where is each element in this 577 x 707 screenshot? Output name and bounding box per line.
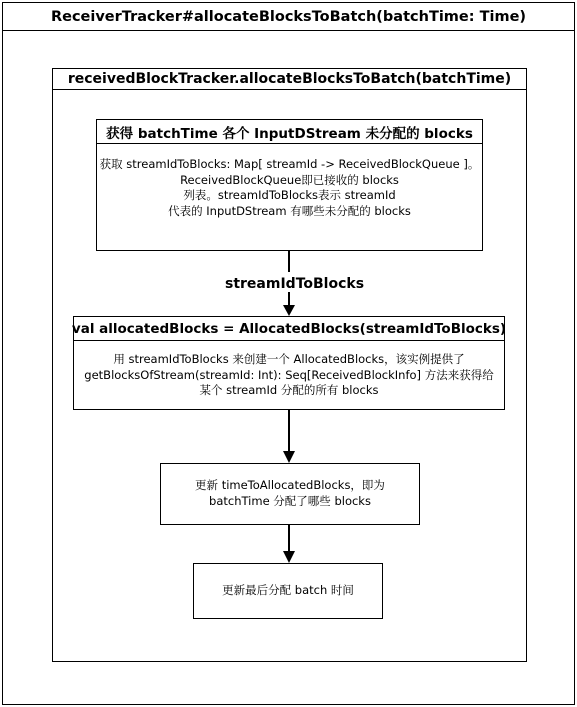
step4-description [194, 583, 382, 599]
step2-line: 用 streamIdToBlocks 来创建一个 AllocatedBlocks，该实例提供了 [113, 352, 465, 366]
step2-title-bar [71, 317, 507, 341]
step1-title-bar [97, 120, 482, 144]
step3-line: 更新 timeToAllocatedBlocks，即为 [195, 478, 385, 492]
edge-label-stream-id-to-blocks: streamIdToBlocks [225, 276, 365, 292]
step1-description [97, 157, 482, 219]
step3-box [160, 463, 420, 525]
outer-title-bar [3, 3, 574, 31]
step1-line: 获取 streamIdToBlocks: Map[ streamId -> ReceivedBlockQueue ]。 [99, 157, 480, 171]
step3-description [161, 478, 419, 509]
step1-line: 代表的 InputDStream 有哪些未分配的 blocks [168, 203, 411, 218]
step1-title: 获得 batchTime 各个 InputDStream 未分配的 blocks [106, 125, 473, 142]
step2-line: getBlocksOfStream(streamId: Int): Seq[ReceivedBlockInfo] 方法来获得给 [84, 367, 494, 382]
step1-line: ReceivedBlockQueue即已接收的 blocks [180, 172, 399, 187]
step4-line: 更新最后分配 batch 时间 [222, 583, 354, 597]
step2-description [74, 352, 504, 399]
outer-title: ReceiverTracker#allocateBlocksToBatch(batchTime: Time) [50, 8, 527, 25]
step1-box [96, 119, 483, 251]
step4-box [193, 563, 383, 619]
step2-title: val allocatedBlocks = AllocatedBlocks(streamIdToBlocks) [71, 320, 507, 337]
step2-box [73, 316, 505, 410]
inner-title-bar [53, 69, 526, 90]
step1-line: 列表。streamIdToBlocks表示 streamId [183, 188, 396, 202]
inner-title: receivedBlockTracker.allocateBlocksToBatch(batchTime) [67, 71, 512, 87]
step2-line: 某个 streamId 分配的所有 blocks [199, 383, 379, 397]
step3-line: batchTime 分配了哪些 blocks [209, 493, 371, 508]
